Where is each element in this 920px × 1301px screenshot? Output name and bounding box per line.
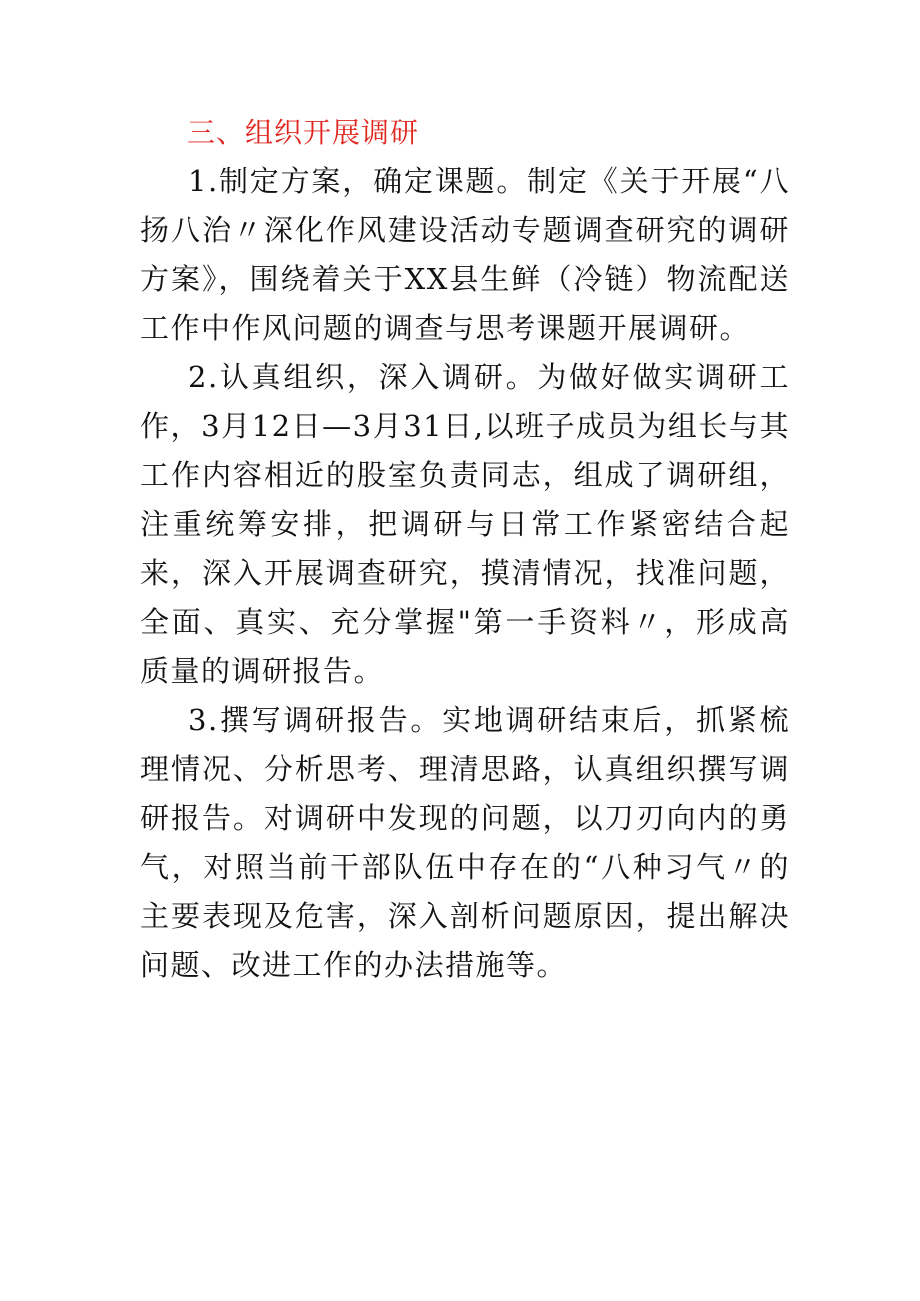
document-body [140,108,790,990]
paragraph-3: 3.撰写调研报告。实地调研结束后，抓紧梳理情况、分析思考、理清思路，认真组织撰写调研报告。对调研中发现的问题，以刀刃向内的勇气，对照当前干部队伍中存在的“八种习气〃的主要表现及危害，深入剖析问题原因，提出解决问题、改进工作的办法措施等。 [140,703,790,982]
paragraph-2: 2.认真组织，深入调研。为做好做实调研工作，3月12日—3月31日,以班子成员为组长与其工作内容相近的股室负责同志，组成了调研组，注重统筹安排，把调研与日常工作紧密结合起来，深入开展调查研究，摸清情况，找准问题，全面、真实、充分掌握"第一手资料〃，形成高质量的调研报告。 [140,360,790,688]
section-heading: 三、组织开展调研 [187,116,420,149]
paragraph-1: 1.制定方案，确定课题。制定《关于开展“八扬八治〃深化作风建设活动专题调查研究的调研方案》，围绕着关于XX县生鲜（冷链）物流配送工作中作风问题的调查与思考课题开展调研。 [140,164,790,345]
